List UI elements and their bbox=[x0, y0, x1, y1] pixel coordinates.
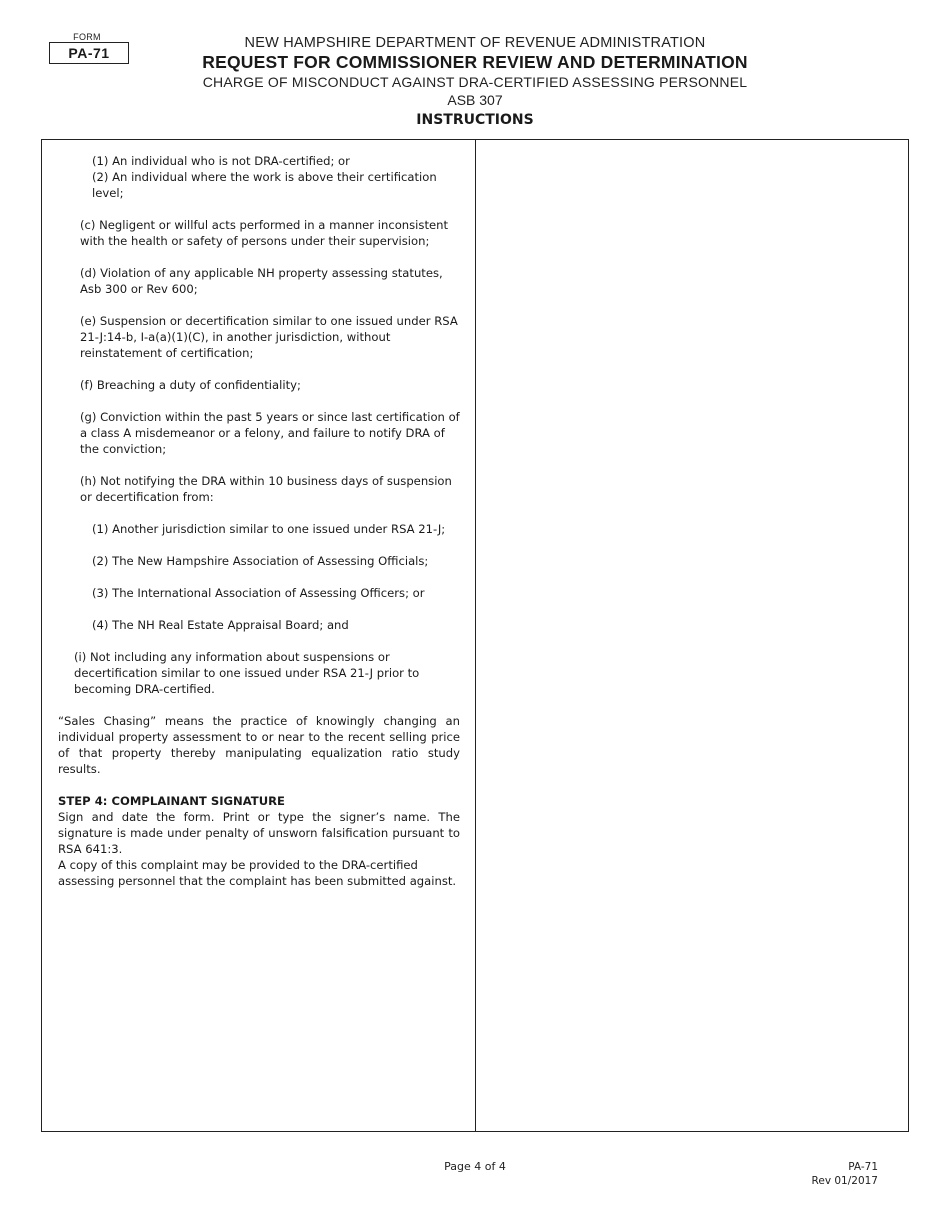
item-h4: (4) The NH Real Estate Appraisal Board; and bbox=[92, 618, 349, 632]
page-subtitle: CHARGE OF MISCONDUCT AGAINST DRA-CERTIFIED ASSESSING PERSONNEL bbox=[202, 74, 748, 90]
instructions-left-column bbox=[58, 153, 460, 889]
item-h: (h) Not notifying the DRA within 10 business days of suspension or decertification from: bbox=[80, 474, 452, 504]
item-h2: (2) The New Hampshire Association of Assessing Officials; bbox=[92, 554, 429, 568]
item-c: (c) Negligent or willful acts performed in a manner inconsistent with the health or safety of persons under their supervision; bbox=[80, 218, 449, 248]
item-h1: (1) Another jurisdiction similar to one issued under RSA 21-J; bbox=[92, 522, 446, 536]
item-e: (e) Suspension or decertification similar to one issued under RSA 21-J:14-b, I-a(a)(1)(C), in another jurisdiction, without reinstatement of certification; bbox=[80, 314, 458, 360]
footer-form-number: PA-71 bbox=[848, 1161, 878, 1173]
item-h3: (3) The International Association of Assessing Officers; or bbox=[92, 586, 425, 600]
item-d-line1: (d) Violation of any applicable NH property assessing statutes, bbox=[80, 266, 443, 280]
item-d-line2: Asb 300 or Rev 600; bbox=[80, 282, 198, 296]
item-b1: (1) An individual who is not DRA-certified; or bbox=[92, 154, 350, 168]
department-name: NEW HAMPSHIRE DEPARTMENT OF REVENUE ADMINISTRATION bbox=[244, 35, 706, 51]
step4-copy-notice: A copy of this complaint may be provided to the DRA-certified assessing personnel that the complaint has been submitted against. bbox=[58, 858, 457, 888]
column-divider bbox=[475, 139, 476, 1132]
sales-chasing-definition: “Sales Chasing” means the practice of knowingly changing an individual property assessment to or near to the recent selling price of that property thereby manipulating equalization ratio study results. bbox=[58, 714, 460, 776]
page-number: Page 4 of 4 bbox=[444, 1160, 506, 1173]
rule-reference: ASB 307 bbox=[447, 92, 503, 108]
item-b2: (2) An individual where the work is above their certification level; bbox=[92, 170, 437, 200]
page-title: REQUEST FOR COMMISSIONER REVIEW AND DETERMINATION bbox=[202, 52, 748, 72]
footer-form-info bbox=[812, 1160, 878, 1188]
section-heading: INSTRUCTIONS bbox=[416, 112, 534, 128]
footer-revision: Rev 01/2017 bbox=[811, 1175, 878, 1187]
item-i: (i) Not including any information about suspensions or decertification similar to one issued under RSA 21-J prior to becoming DRA-certified. bbox=[74, 650, 420, 696]
form-label: FORM bbox=[73, 32, 101, 42]
step4-signature-text: Sign and date the form. Print or type the signer’s name. The signature is made under penalty of unsworn falsification pursuant to RSA 641:3. bbox=[58, 810, 460, 856]
item-g: (g) Conviction within the past 5 years or since last certification of a class A misdemeanor or a felony, and failure to notify DRA of the conviction; bbox=[80, 410, 460, 456]
item-f: (f) Breaching a duty of confidentiality; bbox=[80, 378, 301, 392]
step4-heading: STEP 4: COMPLAINANT SIGNATURE bbox=[58, 794, 285, 808]
form-number: PA-71 bbox=[68, 45, 110, 61]
